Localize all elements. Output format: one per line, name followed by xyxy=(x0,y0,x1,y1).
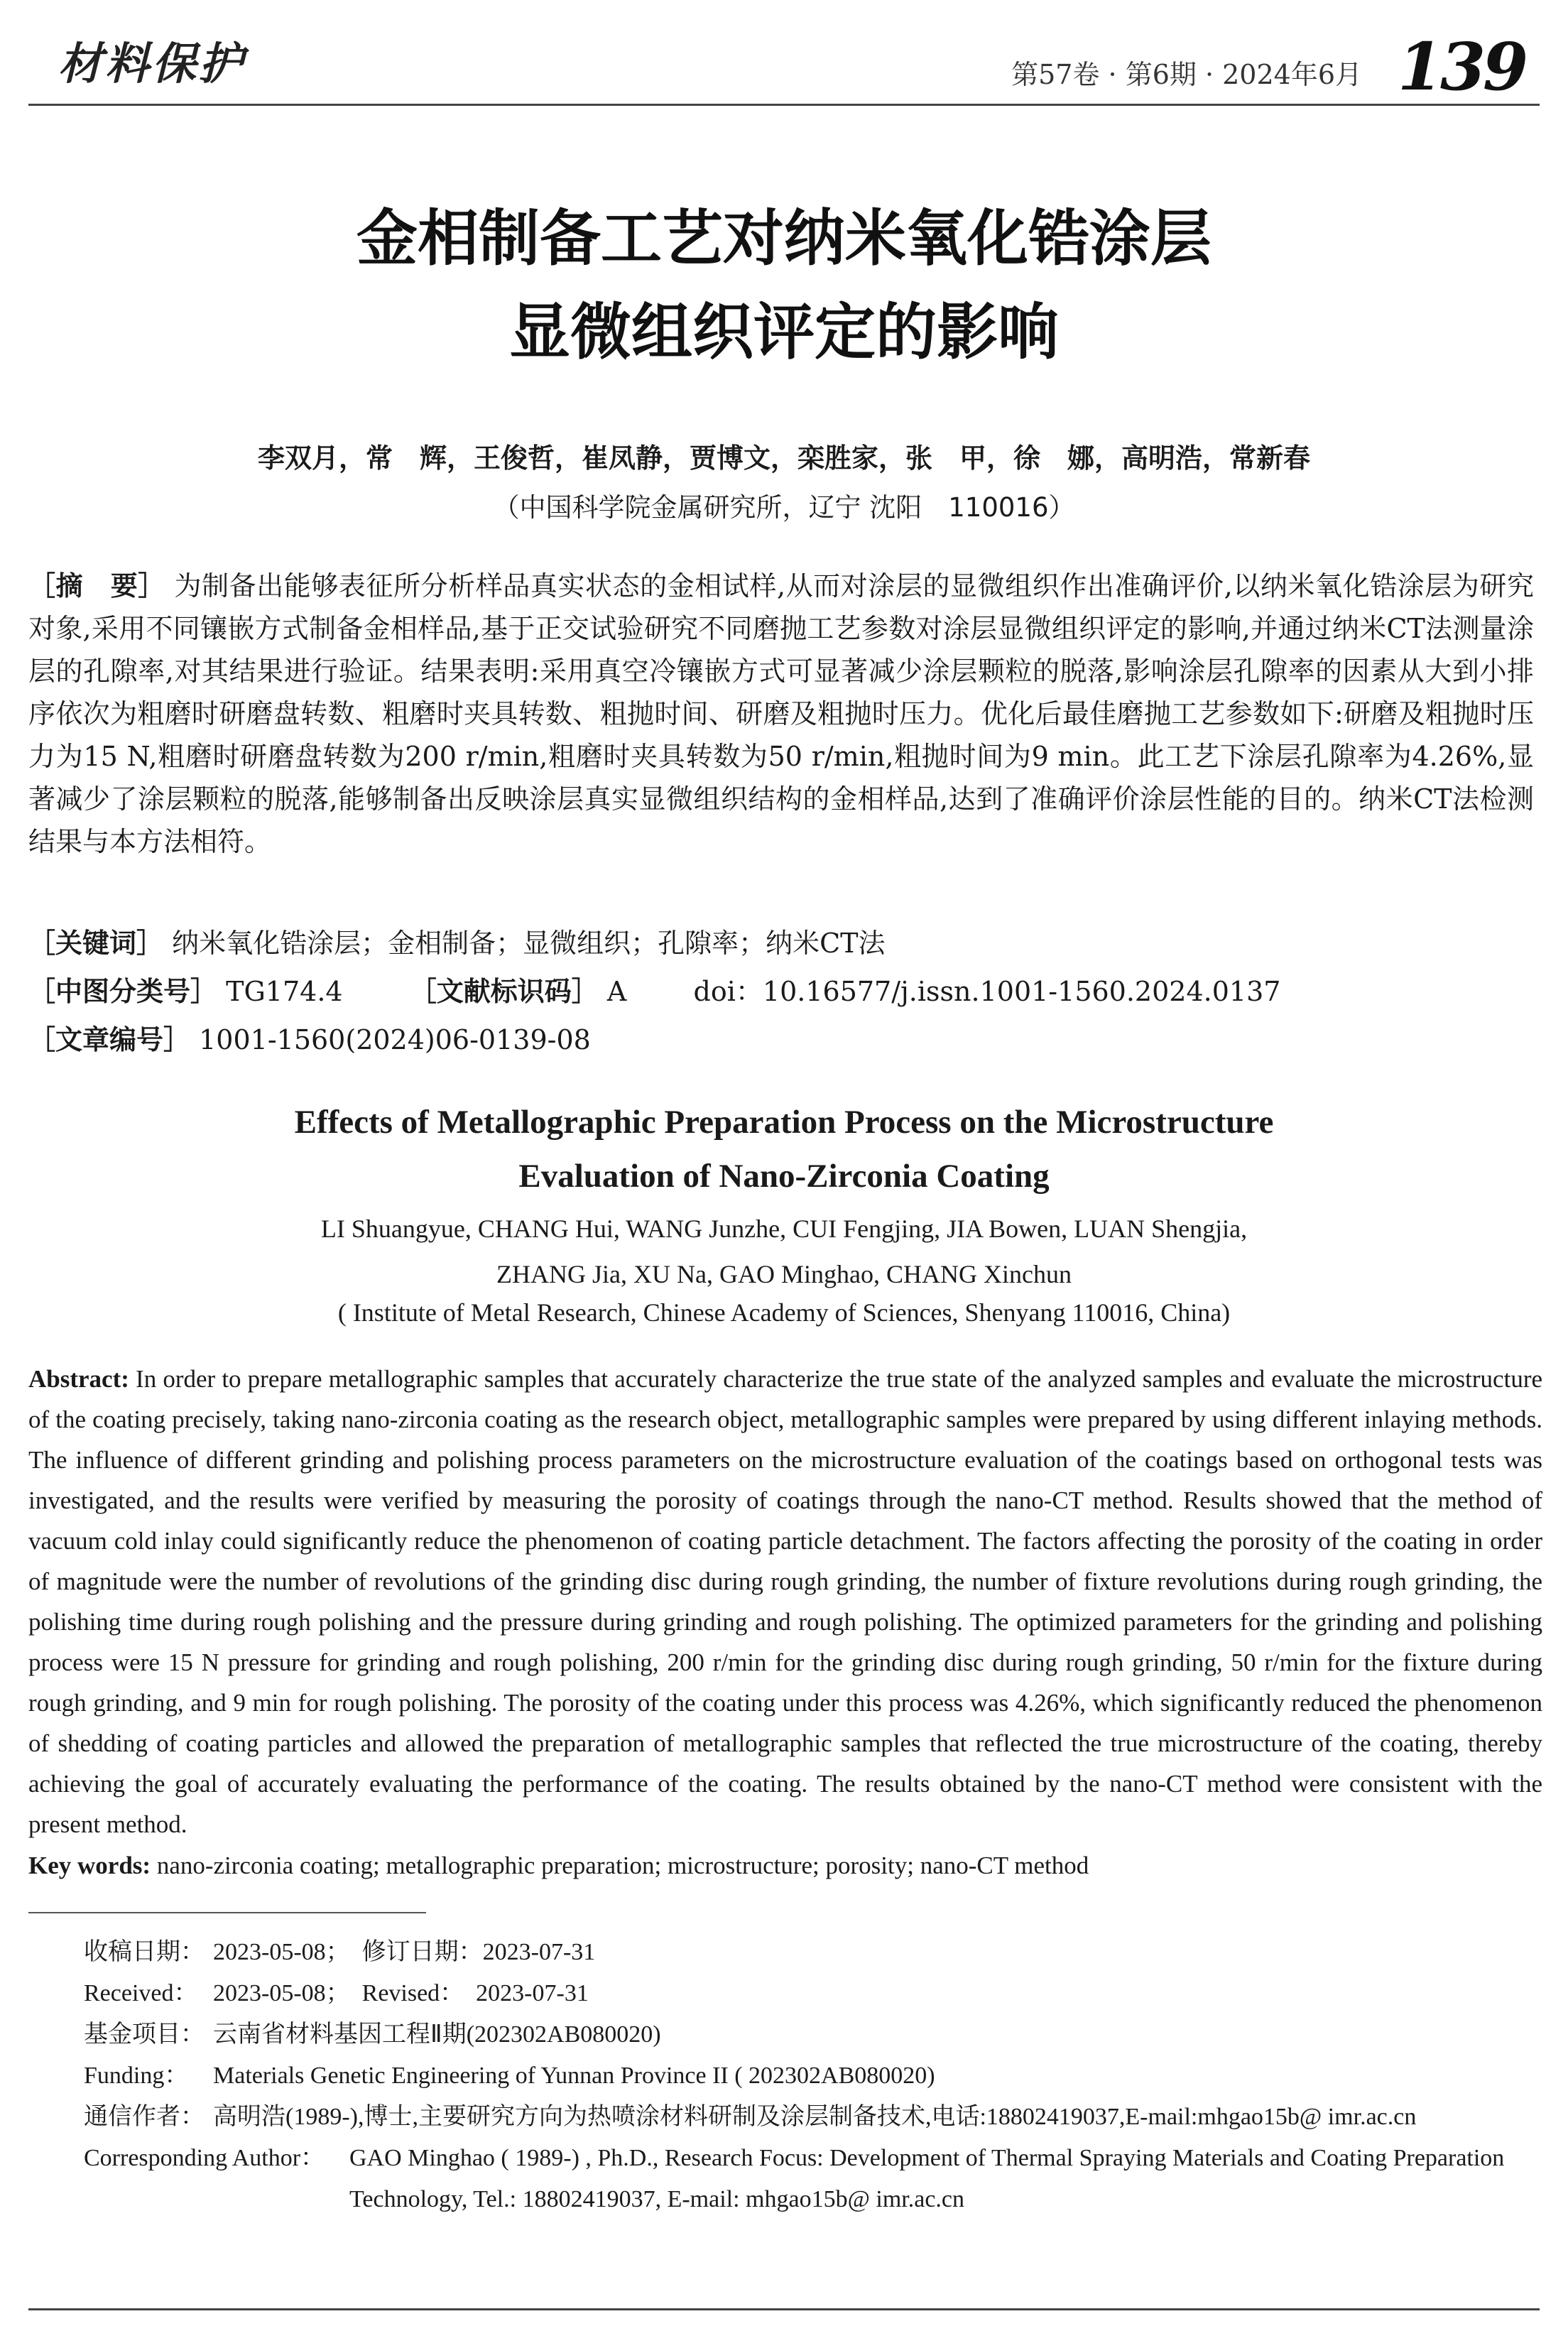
issue-info: 第57卷 · 第6期 · 2024年6月 xyxy=(1011,59,1362,90)
abstract-zh-text: 为制备出能够表征所分析样品真实状态的金相试样,从而对涂层的显微组织作出准确评价,以纳米氧化锆涂层为研究对象,采用不同镶嵌方式制备金相样品,基于正交试验研究不同磨抛工艺参数对涂层显微组织评定的影响,并通过纳米CT法测量涂层的孔隙率,对其结果进行验证。结果表明:采用真空冷镶嵌方式可显著减少涂层颗粒的脱落,影响涂层孔隙率的因素从大到小排序依次为粗磨时研磨盘转数、粗磨时夹具转数、粗抛时间、研磨及粗抛时压力。优化后最佳磨抛工艺参数如下:研磨及粗抛时压力为15 N,粗磨时研磨盘转数为200 r/min,粗磨时夹具转数为50 r/min,粗抛时间为9 min。此工艺下涂层孔隙率为4.26%,显著减少了涂层颗粒的脱落,能够制备出反映涂层真实显微组织结构的金相样品,达到了准确评价涂层性能的目的。纳米CT法检测结果与本方法相符。 xyxy=(28,570,1534,857)
article-number-line xyxy=(28,1018,1534,1061)
affiliation-en: ( Institute of Metal Research, Chinese Academy of Sciences, Shenyang 110016, China) xyxy=(337,1298,1231,1327)
abstract-en-label: Abstract: xyxy=(28,1365,129,1393)
bottom-rule xyxy=(28,2308,1540,2310)
abstract-en-text: In order to prepare metallographic samples that accurately characterize the true state of the analyzed samples and evaluate the microstructure of the coating precisely, taking nano-zirconia coating as the research object, metallographic samples were prepared by using different inlaying methods. The influence of different grinding and polishing process parameters on the microstructure evaluation of the coatings based on orthogonal tests was investigated, and the results were verified by measuring the porosity of coatings through the nano-CT method. Results showed that the method of vacuum cold inlay could significantly reduce the phenomenon of coating particle detachment. The factors affecting the porosity of the coating in order of magnitude were the number of revolutions of the grinding disc during rough grinding, the number of fixture revolutions during rough grinding, the polishing time during rough polishing and the pressure during grinding and rough polishing. The optimized parameters for the grinding and polishing process were 15 N pressure for grinding and rough polishing, 200 r/min for the grinding disc during rough grinding, 50 r/min for the fixture during rough grinding, and 9 min for rough polishing. The porosity of the coating under this process was 4.26%, which significantly reduced the phenomenon of shedding of coating particles and allowed the preparation of metallographic samples that reflected the true microstructure of the coating, thereby achieving the goal of accurately evaluating the performance of the coating. The results obtained by the nano-CT method were consistent with the present method. xyxy=(28,1365,1543,1838)
title-zh-line2: 显微组织评定的影响 xyxy=(509,297,1059,368)
keywords-en-label: Key words: xyxy=(28,1852,151,1879)
doc-code-value: A xyxy=(606,976,627,1007)
corresponding-zh-label: 通信作者： xyxy=(84,2104,205,2130)
fund-en-text: Materials Genetic Engineering of Yunnan Province II ( 202302AB080020) xyxy=(213,2063,935,2089)
abstract-en xyxy=(28,1359,1542,1844)
title-zh xyxy=(0,192,1568,379)
page-number: 139 xyxy=(1397,28,1525,105)
corresponding-en-label: Corresponding Author： xyxy=(84,2145,325,2171)
article-no-label: ［文章编号］ xyxy=(28,1024,191,1055)
footnotes xyxy=(84,1932,1547,2220)
keywords-zh-label: ［关键词］ xyxy=(28,928,164,959)
clc-label: ［中图分类号］ xyxy=(28,976,218,1007)
received-zh-text: 2023-05-08； 修订日期：2023-07-31 xyxy=(213,1939,596,1965)
authors-en xyxy=(0,1206,1568,1297)
received-zh-label: 收稿日期： xyxy=(84,1939,205,1965)
received-zh xyxy=(84,1932,1547,1973)
corresponding-zh-text: 高明浩(1989-),博士,主要研究方向为热喷涂材料研制及涂层制备技术,电话:18802419037,E-mail:mhgao15b@ imr.ac.cn xyxy=(213,2104,1417,2130)
doi: doi：10.16577/j.issn.1001-1560.2024.0137 xyxy=(693,976,1281,1007)
received-en-text: 2023-05-08； Revised： 2023-07-31 xyxy=(213,1980,589,2006)
fund-zh xyxy=(84,2014,1547,2055)
clc-value: TG174.4 xyxy=(226,976,343,1007)
page-header xyxy=(0,0,1568,107)
title-en xyxy=(0,1095,1568,1203)
fund-en xyxy=(84,2055,1547,2097)
doc-code-label: ［文献标识码］ xyxy=(409,976,599,1007)
abstract-zh xyxy=(28,565,1534,863)
keywords-zh-text: 纳米氧化锆涂层；金相制备；显微组织；孔隙率；纳米CT法 xyxy=(172,928,886,959)
abstract-zh-label: ［摘 要］ xyxy=(28,570,165,602)
authors-en-line1: LI Shuangyue, CHANG Hui, WANG Junzhe, CUI Fengjing, JIA Bowen, LUAN Shengjia, xyxy=(320,1215,1248,1243)
corresponding-zh xyxy=(84,2097,1547,2138)
fund-en-label: Funding： xyxy=(84,2063,189,2089)
classification-line xyxy=(28,970,1534,1013)
fund-zh-label: 基金项目： xyxy=(84,2021,205,2048)
authors-zh: 李双月，常 辉，王俊哲，崔凤静，贾博文，栾胜家，张 甲，徐 娜，高明浩，常新春 xyxy=(257,442,1310,474)
corresponding-en-text: GAO Minghao ( 1989-) , Ph.D., Research Focus: Development of Thermal Spraying Materials and Coating Preparation Technology, Tel.: 18802419037, E-mail: mhgao15b@ imr.ac.cn xyxy=(349,2145,1505,2212)
journal-logo: 材料保护 xyxy=(58,38,246,89)
keywords-en xyxy=(28,1845,1542,1886)
article-no-value: 1001-1560(2024)06-0139-08 xyxy=(199,1024,591,1055)
title-en-line2: Evaluation of Nano-Zirconia Coating xyxy=(518,1158,1050,1195)
corresponding-en xyxy=(84,2138,1547,2220)
keywords-en-text: nano-zirconia coating; metallographic preparation; microstructure; porosity; nano-CT method xyxy=(156,1852,1089,1879)
title-en-line1: Effects of Metallographic Preparation Process on the Microstructure xyxy=(294,1104,1274,1141)
received-en xyxy=(84,1973,1547,2014)
fund-zh-text: 云南省材料基因工程Ⅱ期(202302AB080020) xyxy=(213,2021,661,2048)
footnote-rule xyxy=(28,1912,426,1913)
affiliation-zh: （中国科学院金属研究所，辽宁 沈阳 110016） xyxy=(493,492,1075,523)
keywords-zh xyxy=(28,922,1534,965)
title-zh-line1: 金相制备工艺对纳米氧化锆涂层 xyxy=(356,203,1212,274)
received-en-label: Received： xyxy=(84,1980,198,2006)
authors-en-line2: ZHANG Jia, XU Na, GAO Minghao, CHANG Xinchun xyxy=(496,1260,1072,1288)
header-rule xyxy=(28,104,1540,106)
